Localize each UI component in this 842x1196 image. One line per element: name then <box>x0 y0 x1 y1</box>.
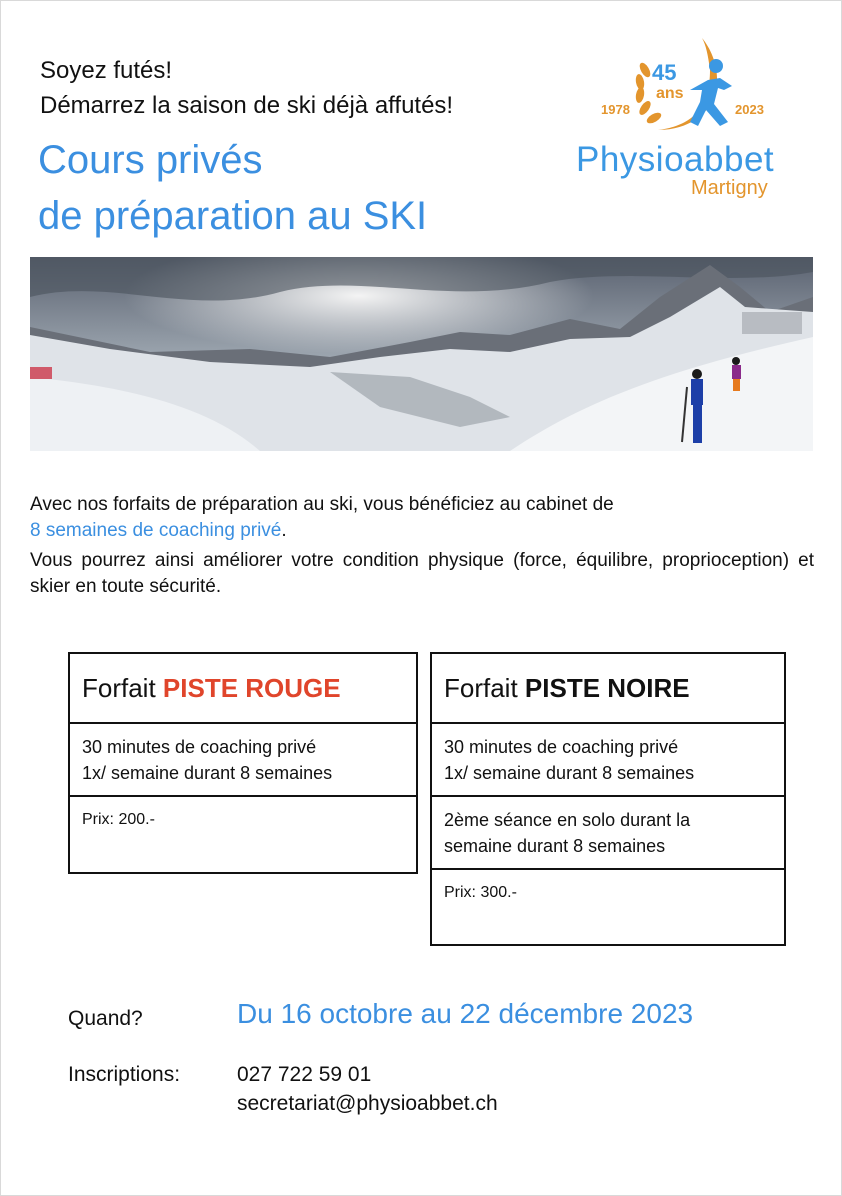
package-prefix: Forfait <box>82 672 163 703</box>
when-value: Du 16 octobre au 22 décembre 2023 <box>237 998 694 1029</box>
logo-year-start: 1978 <box>601 102 630 117</box>
intro-line-1: Soyez futés! <box>40 57 173 84</box>
page-title-line-1: Cours privés <box>38 138 263 182</box>
logo-year-end: 2023 <box>735 102 764 117</box>
logo-name: Physioabbet <box>576 140 775 179</box>
body-highlight: 8 semaines de coaching privé <box>30 520 282 541</box>
anniversary-number: 45 <box>652 60 677 85</box>
package-line-1: 30 minutes de coaching privé <box>444 737 679 757</box>
package-header <box>70 654 416 724</box>
package-line-1: 30 minutes de coaching privé <box>82 737 317 757</box>
anniversary-unit: ans <box>656 85 684 102</box>
page-title-line-2: de préparation au SKI <box>38 194 428 238</box>
package-extra-line-1: 2ème séance en solo durant la <box>444 810 691 830</box>
package-description <box>432 724 784 797</box>
body-line-2 <box>30 518 814 544</box>
intro-line-2: Démarrez la saison de ski déjà affutés! <box>40 92 454 119</box>
logo-city: Martigny <box>691 177 768 199</box>
ski-panorama-photo <box>30 257 813 451</box>
package-line-2: 1x/ semaine durant 8 semaines <box>444 763 695 783</box>
package-line-2: 1x/ semaine durant 8 semaines <box>82 763 333 783</box>
package-piste-rouge <box>68 652 418 874</box>
package-extra-line-2: semaine durant 8 semaines <box>444 836 666 856</box>
body-line-2-end: . <box>281 520 287 541</box>
package-name: PISTE NOIRE <box>524 672 690 703</box>
physioabbet-logo <box>576 30 810 210</box>
package-extra <box>432 797 784 870</box>
signup-email[interactable]: secretariat@physioabbet.ch <box>237 1092 498 1115</box>
when-label: Quand? <box>68 1007 143 1030</box>
package-description <box>70 724 416 797</box>
package-header <box>432 654 784 724</box>
body-line-3: Vous pourrez ainsi améliorer votre condition physique (force, équilibre, proprioception) et skier en toute sécurité. <box>30 550 814 597</box>
package-name: PISTE ROUGE <box>162 672 341 703</box>
package-prefix: Forfait <box>444 672 525 703</box>
package-price: Prix: 300.- <box>444 884 517 901</box>
body-line-1: Avec nos forfaits de préparation au ski, vous bénéficiez au cabinet de <box>30 494 614 515</box>
package-price: Prix: 200.- <box>82 811 155 828</box>
signup-phone[interactable]: 027 722 59 01 <box>237 1063 372 1086</box>
package-piste-noire <box>430 652 786 946</box>
anniversary-emblem-icon <box>590 30 810 145</box>
signup-label: Inscriptions: <box>68 1063 181 1086</box>
